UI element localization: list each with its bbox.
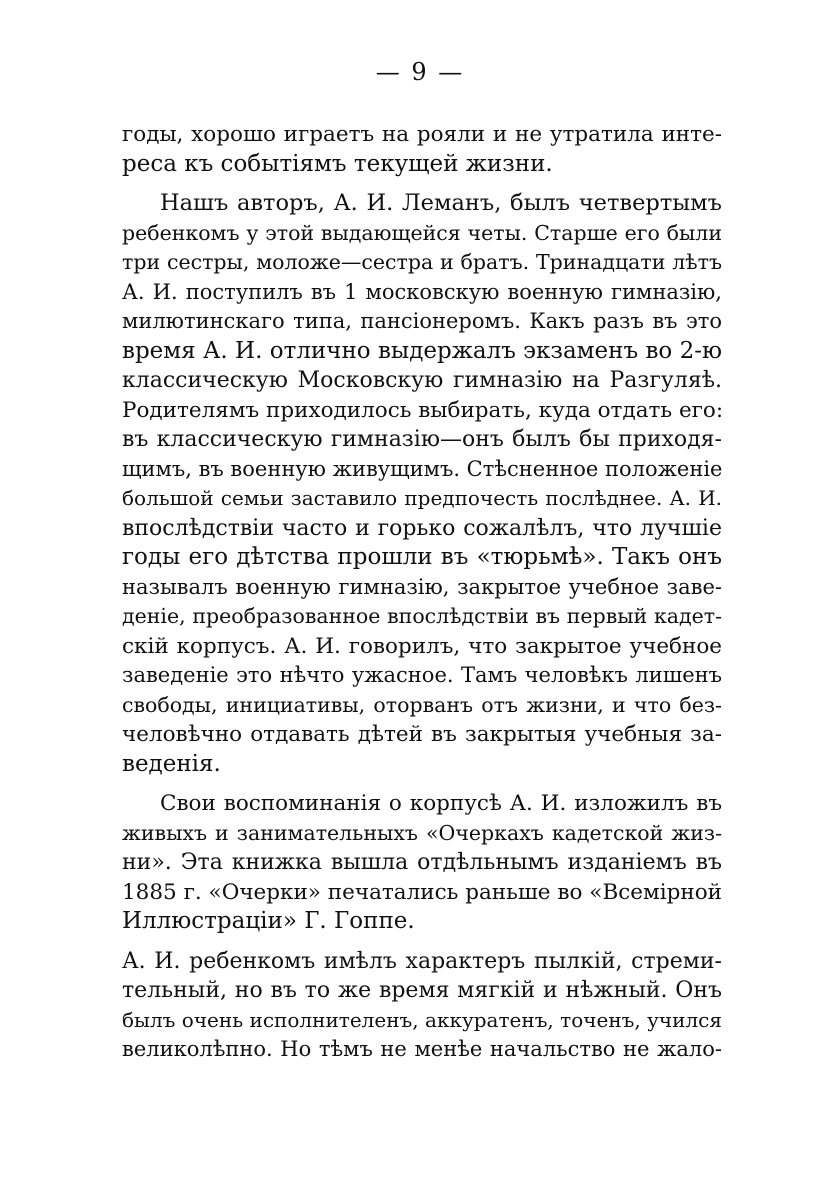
text-line: большой семьи заставило предпочесть послѣднее. А. И.: [122, 486, 722, 510]
text-line: веденія.: [122, 750, 221, 777]
text-line: человѣчно отдавать дѣтей въ закрытыя учебныя за-: [122, 722, 722, 747]
body-text: [122, 120, 722, 1065]
text-line: А. И. ребенкомъ имѣлъ характеръ пылкій, стреми-: [122, 948, 722, 974]
text-line: деніе, преобразованное впослѣдствіи въ первый кадет-: [122, 604, 722, 628]
text-line: Родителямъ приходилось выбирать, куда отдать его:: [122, 397, 724, 423]
text-line: щимъ, въ военную живущимъ. Стѣсненное положеніе: [122, 456, 723, 481]
text-line: Свои воспоминанія о корпусѣ А. И. изложилъ въ: [160, 791, 722, 816]
text-line: Иллюстраціи» Г. Гоппе.: [122, 908, 415, 934]
paragraph: [122, 789, 722, 937]
text-line: милютинскаго типа, пансіонеромъ. Какъ разъ въ это: [122, 309, 722, 333]
text-line: реса къ событіямъ текущей жизни.: [122, 150, 553, 177]
text-line: впослѣдствіи часто и горько сожалѣлъ, что лучшіе: [122, 515, 722, 541]
text-line: свободы, инициативы, оторванъ отъ жизни, и что без-: [122, 692, 722, 717]
text-line: заведеніе это нѣчто ужасное. Тамъ человѣкъ лишенъ: [122, 663, 722, 687]
text-line: 1885 г. «Очерки» печатались раньше во «Всемірной: [122, 879, 722, 905]
page-number: — 9 —: [375, 58, 465, 86]
text-line: скій корпусъ. А. И. говорилъ, что закрытое учебное: [122, 633, 722, 659]
text-line: А. И. поступилъ въ 1 московскую военную гимназію,: [122, 279, 722, 304]
text-line: живыхъ и занимательныхъ «Очеркахъ кадетской жиз-: [122, 820, 722, 845]
paragraph: [122, 120, 722, 179]
text-line: тельный, но въ то же время мягкій и нѣжный. Онъ: [122, 978, 722, 1003]
text-line: называлъ военную гимназію, закрытое учебное заве-: [122, 574, 722, 599]
text-line: въ классическую гимназію—онъ былъ бы приходя-: [122, 427, 722, 452]
text-line: классическую Московскую гимназію на Разгуляѣ.: [122, 368, 722, 393]
text-line: великолѣпно. Но тѣмъ не менѣе начальство не жало-: [122, 1037, 722, 1061]
text-line: ни». Эта книжка вышла отдѣльнымъ изданіемъ въ: [122, 850, 722, 875]
text-line: былъ очень исполнителенъ, аккуратенъ, точенъ, учился: [122, 1007, 722, 1032]
text-line: время А. И. отлично выдержалъ экзаменъ во 2-ю: [122, 337, 722, 364]
text-line: годы, хорошо играетъ на рояли и не утратила инте-: [122, 122, 722, 147]
text-line: годы его дѣтства прошли въ «тюрьмѣ». Такъ онъ: [122, 544, 722, 570]
paragraph: [122, 189, 722, 779]
paragraph: [122, 947, 722, 1065]
text-line: три сестры, моложе—сестра и братъ. Тринадцати лѣтъ: [122, 250, 722, 274]
text-line: ребенкомъ у этой выдающейся четы. Старше его были: [122, 220, 722, 245]
text-line: Нашъ авторъ, А. И. Леманъ, былъ четвертымъ: [160, 190, 722, 216]
